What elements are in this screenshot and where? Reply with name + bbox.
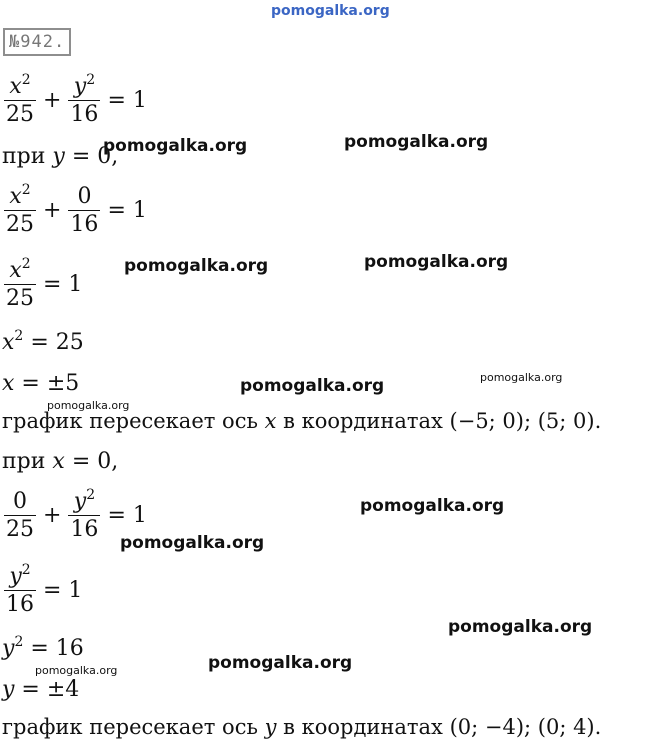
watermark-top: pomogalka.org [271, 3, 390, 19]
equation-x2-25 [2, 328, 84, 355]
conclusion-text: график пересекает ось [2, 715, 265, 739]
plus-sign: + [43, 502, 62, 528]
equation-rest: = ±4 [14, 677, 80, 702]
case-y-zero [2, 146, 118, 168]
var-x: x [9, 184, 22, 209]
var-x: x [2, 371, 15, 396]
exp-2: 2 [86, 72, 96, 88]
conclusion-coords: в координатах (−5; 0); (5; 0). [276, 409, 602, 433]
problem-number: №942. [3, 28, 71, 56]
equals-one: = 1 [43, 271, 83, 297]
watermark: pomogalka.org [35, 664, 118, 677]
watermark: pomogalka.org [360, 496, 505, 516]
equation-rest: = ±5 [14, 371, 80, 396]
watermark: pomogalka.org [124, 256, 269, 276]
equation-substituted-y [2, 182, 152, 238]
den-16: 16 [6, 592, 34, 618]
var-y: y [73, 74, 87, 99]
equals-one: = 1 [43, 577, 83, 603]
equation-rest: = 25 [23, 330, 84, 355]
den-16: 16 [70, 212, 99, 238]
equation-ellipse [2, 72, 152, 128]
fraction-x2-25 [4, 182, 36, 238]
watermark: pomogalka.org [448, 617, 593, 637]
var-y: y [2, 636, 15, 661]
equation-y2-16 [2, 634, 84, 661]
var-y: y [9, 564, 22, 589]
var-x: x [9, 258, 22, 283]
fraction-x2-25 [4, 256, 36, 312]
exp-2: 2 [21, 72, 31, 88]
var-y: y [73, 489, 87, 514]
var-x: x [2, 330, 15, 355]
den-25: 25 [6, 212, 34, 238]
exp-2: 2 [86, 487, 96, 503]
conclusion-text: график пересекает ось [2, 409, 265, 433]
exp-2: 2 [21, 256, 31, 272]
var-y: y [2, 677, 15, 702]
var-x: x [9, 74, 22, 99]
exp-2: 2 [14, 634, 24, 650]
exp-2: 2 [21, 562, 31, 578]
den-25: 25 [6, 517, 34, 543]
watermark: pomogalka.org [47, 399, 130, 412]
den-25: 25 [6, 286, 34, 312]
plus-sign: + [43, 197, 62, 223]
den-16: 16 [70, 102, 99, 128]
var-x: x [264, 409, 277, 433]
equals-one: = 1 [107, 197, 147, 223]
watermark: pomogalka.org [103, 136, 248, 156]
num-0: 0 [77, 184, 92, 209]
watermark: pomogalka.org [208, 653, 353, 673]
case-x-zero [2, 451, 118, 473]
watermark: pomogalka.org [344, 132, 489, 152]
conclusion-x-axis [2, 411, 601, 432]
fraction-y2-16 [68, 487, 100, 543]
equals-one: = 1 [107, 87, 147, 113]
exp-2: 2 [21, 182, 31, 198]
watermark: pomogalka.org [480, 371, 563, 384]
watermark: pomogalka.org [364, 252, 509, 272]
fraction-x2-25 [4, 72, 36, 128]
equation-y-pm4 [2, 679, 79, 701]
var-x: x [52, 449, 65, 474]
case-prefix: при [2, 449, 53, 474]
equation-rest: = 16 [23, 636, 84, 661]
equation-y2-over-16 [2, 562, 87, 618]
plus-sign: + [43, 87, 62, 113]
watermark: pomogalka.org [240, 376, 385, 396]
exp-2: 2 [14, 328, 24, 344]
equation-x2-over-25 [2, 256, 87, 312]
fraction-0-16 [68, 185, 100, 236]
fraction-y2-16 [4, 562, 36, 618]
den-25: 25 [6, 102, 34, 128]
case-prefix: при [2, 144, 53, 169]
fraction-0-25 [4, 490, 36, 541]
case-rest: = 0, [64, 144, 119, 169]
watermark: pomogalka.org [120, 533, 265, 553]
case-rest: = 0, [64, 449, 119, 474]
equation-x-pm5 [2, 373, 79, 395]
conclusion-coords: в координатах (0; −4); (0; 4). [276, 715, 602, 739]
den-16: 16 [70, 517, 99, 543]
equals-one: = 1 [107, 502, 147, 528]
var-y: y [264, 715, 277, 739]
var-y: y [52, 144, 65, 169]
num-0: 0 [13, 489, 27, 514]
conclusion-y-axis [2, 717, 601, 738]
fraction-y2-16 [68, 72, 100, 128]
